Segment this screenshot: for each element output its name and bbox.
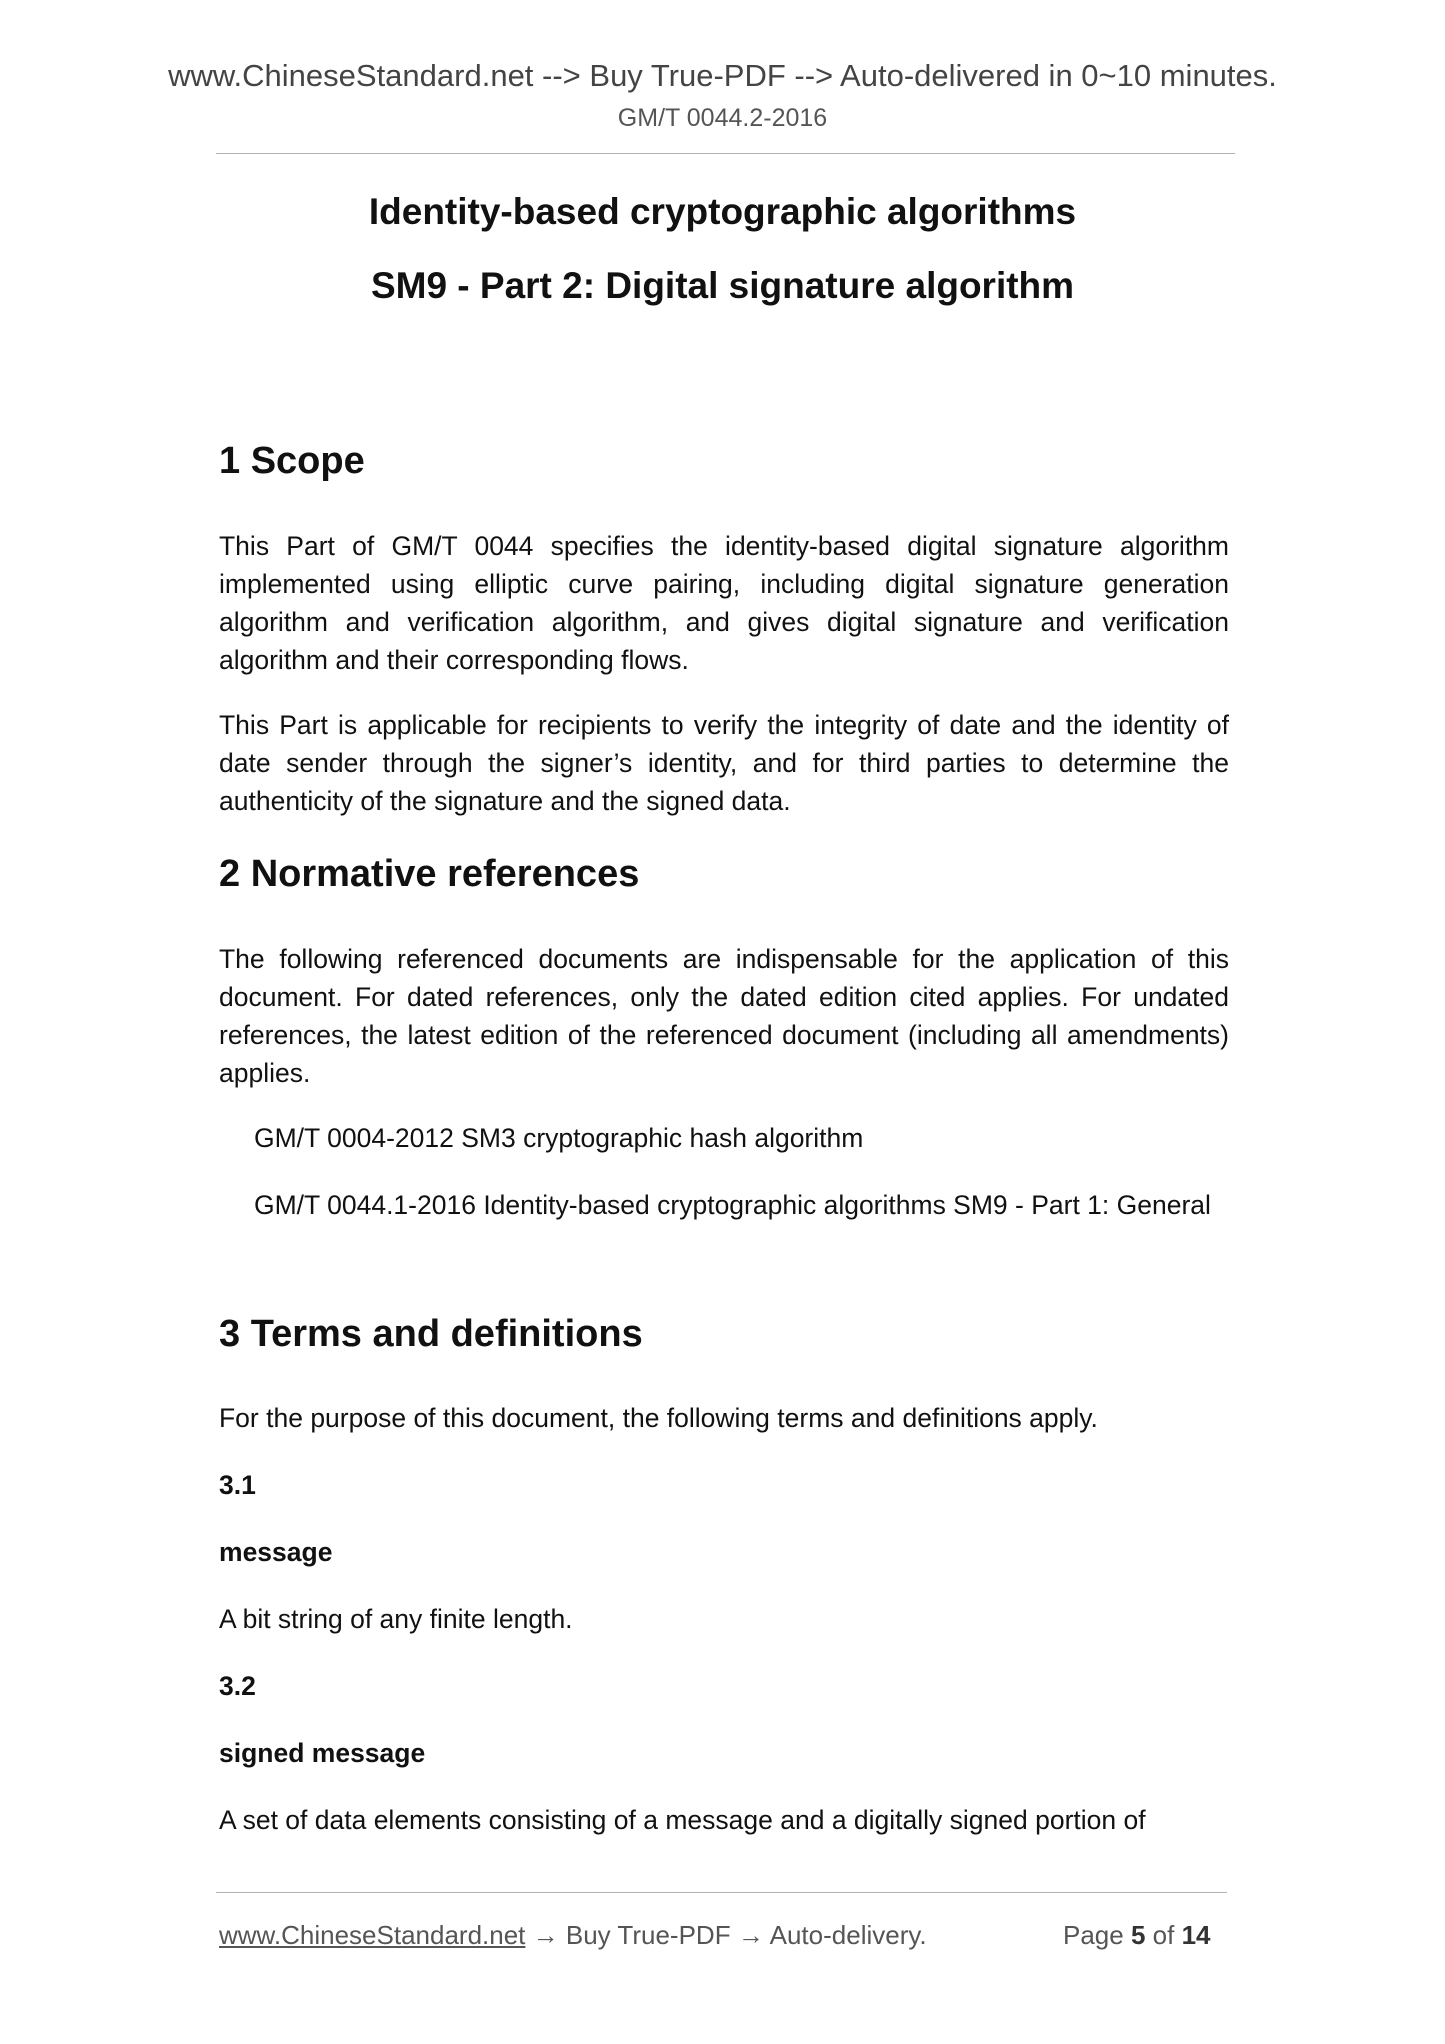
- term-definition: A set of data elements consisting of a message and a digitally signed portion of: [219, 1805, 1146, 1835]
- reference-item: GM/T 0004-2012 SM3 cryptographic hash algorithm: [254, 1123, 864, 1153]
- section-heading-scope: 1 Scope: [219, 440, 365, 482]
- scope-paragraph-2: This Part is applicable for recipients to verify the integrity of date and the identity of date sender through the signer’s identity, and for third parties to determine the authenticity of the signature and the signed data.: [219, 710, 1229, 816]
- arrow-right-icon: →: [532, 1920, 559, 1950]
- page-of: of: [1152, 1920, 1175, 1950]
- footer-buy-text: Buy True-PDF: [565, 1920, 731, 1950]
- normative-paragraph: The following referenced documents are indispensable for the application of this document. For dated references, only the dated edition cited applies. For undated references, the latest edition of the referenced document (including all amendments) applies.: [219, 944, 1229, 1088]
- header-divider: [216, 153, 1235, 154]
- arrow-right-icon: →: [737, 1920, 764, 1950]
- term-name: message: [219, 1537, 333, 1567]
- page-indicator: [1063, 1920, 1211, 1951]
- page-label: Page: [1063, 1920, 1124, 1950]
- document-title-line-1: Identity-based cryptographic algorithms: [368, 191, 1077, 232]
- footer-promo: [219, 1920, 927, 1951]
- term-definition: A bit string of any finite length.: [219, 1604, 573, 1634]
- document-title-line-2: SM9 - Part 2: Digital signature algorithm: [370, 265, 1075, 306]
- term-number: 3.1: [219, 1470, 256, 1500]
- footer-delivery-text: Auto-delivery.: [769, 1920, 927, 1950]
- section-heading-normative-references: 2 Normative references: [219, 853, 640, 895]
- reference-item: GM/T 0044.1-2016 Identity-based cryptographic algorithms SM9 - Part 1: General: [254, 1190, 1211, 1220]
- document-code: GM/T 0044.2-2016: [617, 104, 828, 132]
- terms-intro: For the purpose of this document, the following terms and definitions apply.: [219, 1403, 1098, 1433]
- page-current: 5: [1130, 1920, 1146, 1950]
- scope-paragraph-1: This Part of GM/T 0044 specifies the identity-based digital signature algorithm implemented using elliptic curve pairing, including digital signature generation algorithm and verification algorithm, and gives digital signature and verification algorithm and their corresponding flows.: [219, 531, 1229, 675]
- term-number: 3.2: [219, 1671, 256, 1701]
- page-total: 14: [1181, 1920, 1211, 1950]
- footer-divider: [216, 1892, 1227, 1893]
- footer-site-link[interactable]: www.ChineseStandard.net: [219, 1920, 526, 1950]
- section-heading-terms: 3 Terms and definitions: [219, 1313, 643, 1355]
- header-promo-text: www.ChineseStandard.net --> Buy True-PDF --> Auto-delivered in 0~10 minutes.: [168, 58, 1277, 93]
- term-name: signed message: [219, 1738, 426, 1768]
